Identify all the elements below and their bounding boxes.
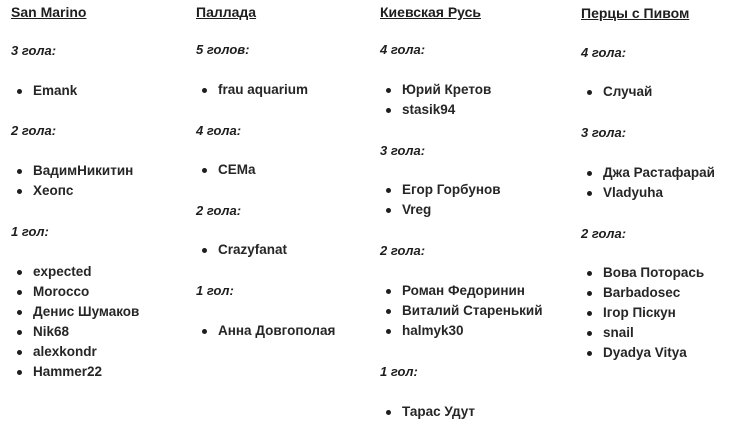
- player-name: Егор Горбунов: [402, 182, 501, 197]
- team-name: Паллада: [196, 4, 257, 20]
- goal-group-label: 5 голов:: [196, 42, 250, 57]
- bullet-icon: [386, 329, 391, 334]
- player-name: Ігор Піскун: [603, 305, 676, 320]
- player-name: ВадимНикитин: [33, 163, 134, 178]
- bullet-icon: [587, 171, 592, 176]
- player-name: frau aquarium: [218, 82, 309, 97]
- bullet-icon: [17, 330, 22, 335]
- goal-group-label: 4 гола:: [380, 42, 426, 57]
- bullet-icon: [17, 189, 22, 194]
- bullet-icon: [17, 290, 22, 295]
- bullet-icon: [17, 350, 22, 355]
- player-name: snail: [603, 325, 634, 340]
- bullet-icon: [587, 271, 592, 276]
- bullet-icon: [587, 191, 592, 196]
- player-name: Emank: [33, 83, 78, 98]
- bullet-icon: [386, 289, 391, 294]
- player-name: Анна Довгополая: [218, 323, 336, 338]
- player-name: stasik94: [402, 102, 456, 117]
- bullet-icon: [202, 329, 207, 334]
- bullet-icon: [17, 270, 22, 275]
- player-name: Виталий Старенький: [402, 303, 543, 318]
- bullet-icon: [587, 351, 592, 356]
- player-name: Dyadya Vitya: [603, 345, 687, 360]
- bullet-icon: [386, 410, 391, 415]
- player-name: Vreg: [402, 202, 432, 217]
- player-name: Vladyuha: [603, 185, 664, 200]
- player-name: CEMa: [218, 162, 256, 177]
- goal-group-label: 4 гола:: [196, 123, 242, 138]
- goal-group-label: 1 гол:: [380, 364, 418, 379]
- player-name: Хеопс: [33, 183, 74, 198]
- goal-group-label: 4 гола:: [581, 45, 627, 60]
- bullet-icon: [17, 370, 22, 375]
- player-name: Джа Растафарай: [603, 165, 715, 180]
- goal-group-label: 1 гол:: [11, 224, 49, 239]
- bullet-icon: [202, 248, 207, 253]
- team-name: Киевская Русь: [380, 4, 482, 20]
- bullet-icon: [17, 89, 22, 94]
- player-name: Случай: [603, 84, 653, 99]
- player-name: halmyk30: [402, 323, 464, 338]
- bullet-icon: [587, 331, 592, 336]
- goal-group-label: 2 гола:: [380, 243, 426, 258]
- bullet-icon: [386, 309, 391, 314]
- player-name: Morocco: [33, 284, 90, 299]
- player-name: Hammer22: [33, 364, 103, 379]
- team-name: Перцы с Пивом: [581, 5, 690, 21]
- player-name: Barbadosec: [603, 285, 681, 300]
- goal-group-label: 2 гола:: [11, 123, 57, 138]
- player-name: Денис Шумаков: [33, 304, 140, 319]
- goal-group-label: 3 гола:: [11, 43, 57, 58]
- bullet-icon: [587, 311, 592, 316]
- player-name: Nik68: [33, 324, 70, 339]
- bullet-icon: [202, 168, 207, 173]
- bullet-icon: [386, 208, 391, 213]
- bullet-icon: [386, 188, 391, 193]
- goal-group-label: 1 гол:: [196, 283, 234, 298]
- bullet-icon: [386, 108, 391, 113]
- player-name: Роман Федоринин: [402, 283, 525, 298]
- team-name: San Marino: [11, 4, 87, 20]
- goal-group-label: 3 гола:: [581, 125, 627, 140]
- bullet-icon: [587, 291, 592, 296]
- bullet-icon: [17, 169, 22, 174]
- bullet-icon: [17, 310, 22, 315]
- player-name: alexkondr: [33, 344, 97, 359]
- player-name: Вова Поторась: [603, 265, 705, 280]
- goal-group-label: 2 гола:: [581, 226, 627, 241]
- player-name: expected: [33, 264, 92, 279]
- bullet-icon: [202, 88, 207, 93]
- goal-group-label: 3 гола:: [380, 143, 426, 158]
- goal-group-label: 2 гола:: [196, 203, 242, 218]
- player-name: Тарас Удут: [402, 404, 475, 419]
- bullet-icon: [386, 88, 391, 93]
- player-name: Юрий Кретов: [402, 82, 492, 97]
- bullet-icon: [587, 90, 592, 95]
- player-name: Crazyfanat: [218, 242, 288, 257]
